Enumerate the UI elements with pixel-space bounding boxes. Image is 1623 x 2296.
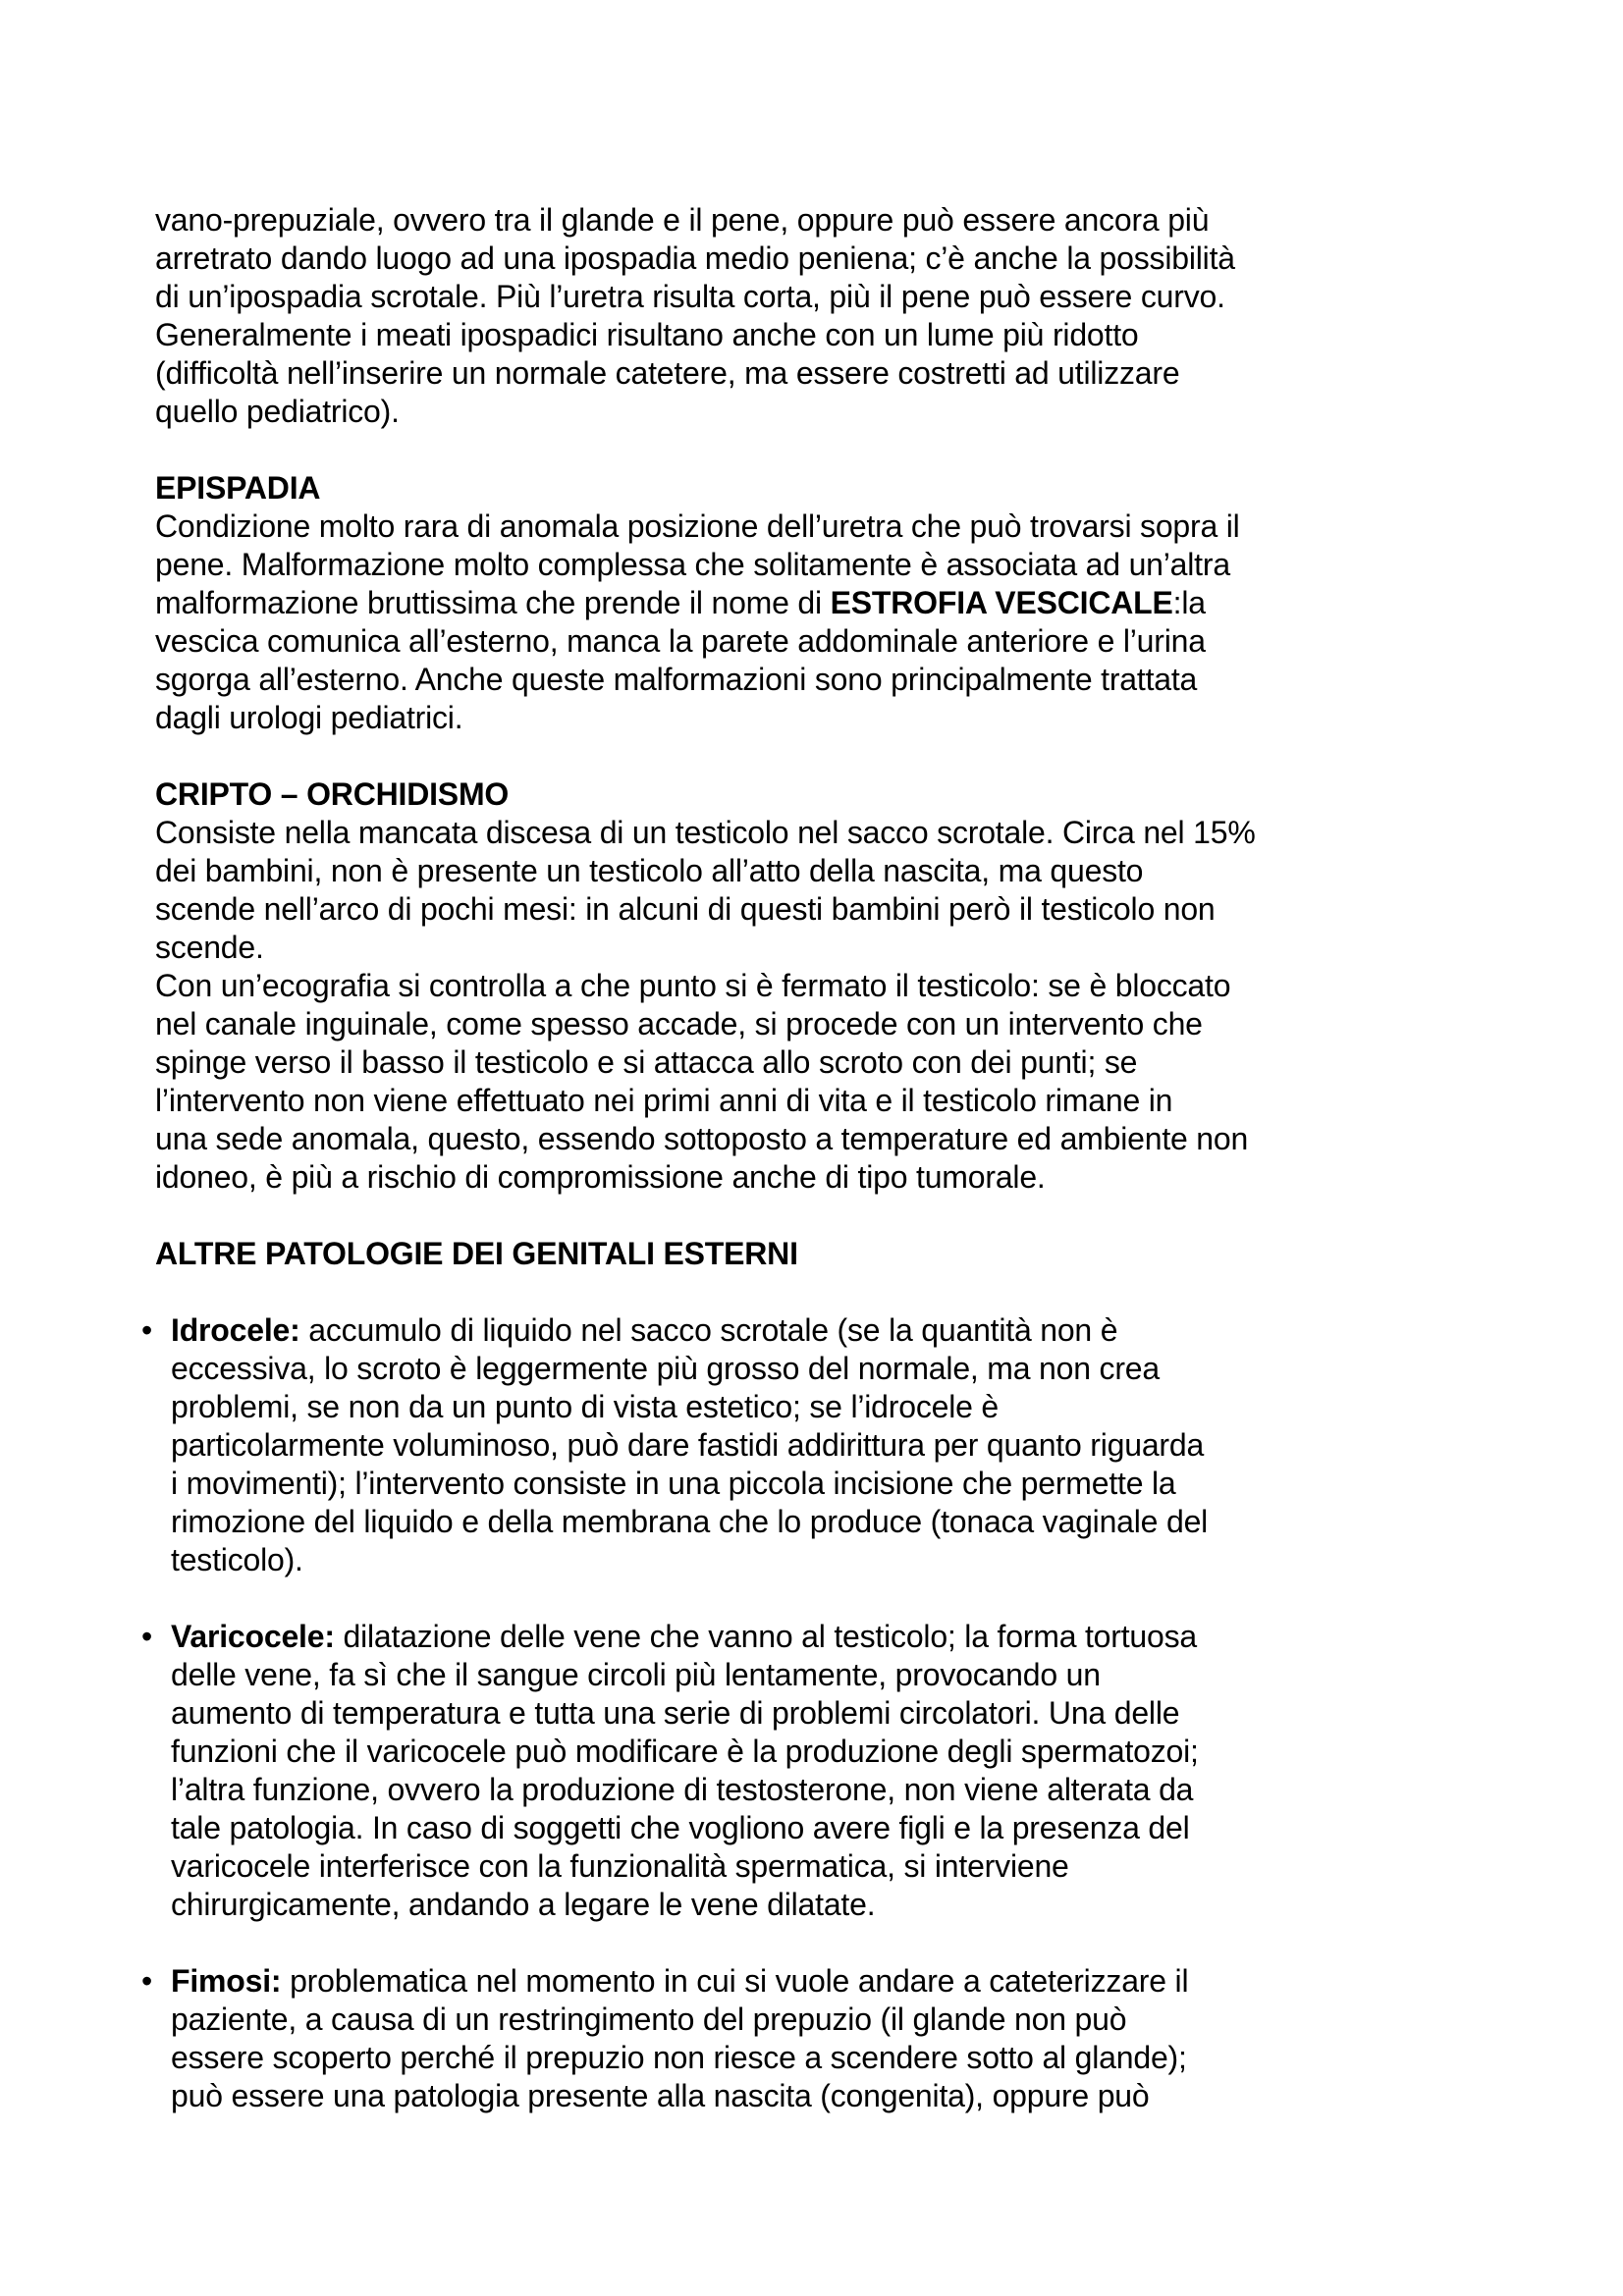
text-run: (difficoltà nell’inserire un normale catetere, ma essere costretti ad utilizzare (155, 355, 1180, 391)
text-run: tale patologia. In caso di soggetti che vogliono avere figli e la presenza del (171, 1810, 1190, 1845)
section-heading (155, 775, 1505, 814)
spacer (155, 431, 1505, 469)
text-line (155, 1043, 1505, 1082)
text-run: paziente, a causa di un restringimento del prepuzio (il glande non può (171, 2002, 1127, 2037)
text-line (171, 1388, 1505, 1426)
text-run: una sede anomala, questo, essendo sottoposto a temperature ed ambiente non (155, 1121, 1249, 1156)
bold-text-run: ALTRE PATOLOGIE DEI GENITALI ESTERNI (155, 1236, 798, 1271)
spacer (155, 1273, 1505, 1311)
body-paragraph (155, 814, 1505, 967)
text-run: Con un’ecografia si controlla a che punto si è fermato il testicolo: se è bloccato (155, 968, 1231, 1003)
text-line (171, 1426, 1505, 1465)
bullet-marker-icon: • (141, 1312, 153, 1348)
text-run: dilatazione delle vene che vanno al testicolo; la forma tortuosa (334, 1619, 1198, 1654)
bullet-item (141, 1311, 1505, 1579)
text-line (171, 1733, 1505, 1771)
text-line (171, 1618, 1505, 1656)
spacer (155, 1579, 1505, 1618)
text-line (171, 1886, 1505, 1924)
text-line (155, 240, 1505, 278)
text-line (171, 1809, 1505, 1847)
text-run: pene. Malformazione molto complessa che solitamente è associata ad un’altra (155, 547, 1230, 582)
bold-text-run: Idrocele: (171, 1312, 300, 1348)
text-run: vescica comunica all’esterno, manca la parete addominale anteriore e l’urina (155, 623, 1206, 659)
bold-text-run: Varicocele: (171, 1619, 335, 1654)
text-run: può essere una patologia presente alla nascita (congenita), oppure può (171, 2078, 1150, 2113)
text-run: testicolo). (171, 1542, 303, 1577)
text-run: :la (1172, 585, 1206, 620)
bold-text-run: EPISPADIA (155, 470, 321, 506)
text-line (155, 507, 1505, 546)
bullet-item (141, 1618, 1505, 1924)
text-line (171, 1771, 1505, 1809)
text-line (171, 1465, 1505, 1503)
bullet-marker-icon: • (141, 1963, 153, 1999)
text-line (155, 584, 1505, 622)
text-run: malformazione bruttissima che prende il nome di (155, 585, 831, 620)
text-run: i movimenti); l’intervento consiste in una piccola incisione che permette la (171, 1466, 1176, 1501)
text-run: di un’ipospadia scrotale. Più l’uretra risulta corta, più il pene può essere curvo. (155, 279, 1225, 314)
text-run: l’intervento non viene effettuato nei primi anni di vita e il testicolo rimane in (155, 1083, 1173, 1118)
text-line (155, 201, 1505, 240)
text-run: idoneo, è più a rischio di compromissione anche di tipo tumorale. (155, 1159, 1046, 1195)
text-run: l’altra funzione, ovvero la produzione di testosterone, non viene alterata da (171, 1772, 1194, 1807)
text-line (171, 1311, 1505, 1350)
text-line (171, 1503, 1505, 1541)
bold-text-run: CRIPTO – ORCHIDISMO (155, 776, 510, 812)
text-run: Generalmente i meati ipospadici risultano anche con un lume più ridotto (155, 317, 1139, 352)
text-line (171, 1541, 1505, 1579)
text-line (171, 1656, 1505, 1694)
text-run: problemi, se non da un punto di vista estetico; se l’idrocele è (171, 1389, 1000, 1424)
bold-text-run: Fimosi: (171, 1963, 282, 1999)
text-line (155, 1082, 1505, 1120)
text-line (155, 1158, 1505, 1197)
text-line (155, 852, 1505, 890)
text-line (171, 1350, 1505, 1388)
text-run: funzioni che il varicocele può modificare è la produzione degli spermatozoi; (171, 1734, 1199, 1769)
text-line (155, 469, 1505, 507)
text-line (155, 699, 1505, 737)
section-heading (155, 1235, 1505, 1273)
text-line (155, 278, 1505, 316)
text-run: problematica nel momento in cui si vuole andare a cateterizzare il (281, 1963, 1189, 1999)
text-run: Consiste nella mancata discesa di un testicolo nel sacco scrotale. Circa nel 15% (155, 815, 1256, 850)
text-line (171, 2001, 1505, 2039)
text-run: rimozione del liquido e della membrana che lo produce (tonaca vaginale del (171, 1504, 1209, 1539)
text-run: accumulo di liquido nel sacco scrotale (se la quantità non è (299, 1312, 1118, 1348)
text-line (155, 393, 1505, 431)
text-run: vano-prepuziale, ovvero tra il glande e il pene, oppure può essere ancora più (155, 202, 1210, 238)
text-line (155, 622, 1505, 661)
text-run: dei bambini, non è presente un testicolo all’atto della nascita, ma questo (155, 853, 1144, 888)
bullet-marker-icon: • (141, 1619, 153, 1654)
text-run: dagli urologi pediatrici. (155, 700, 463, 735)
text-run: particolarmente voluminoso, può dare fastidi addirittura per quanto riguarda (171, 1427, 1205, 1463)
body-paragraph (155, 201, 1505, 431)
text-run: spinge verso il basso il testicolo e si attacca allo scroto con dei punti; se (155, 1044, 1138, 1080)
spacer (155, 1924, 1505, 1962)
section-heading (155, 469, 1505, 507)
text-run: Condizione molto rara di anomala posizione dell’uretra che può trovarsi sopra il (155, 508, 1240, 544)
text-line (171, 2039, 1505, 2077)
text-line (155, 1120, 1505, 1158)
text-run: scende. (155, 930, 264, 965)
text-line (155, 890, 1505, 929)
text-line (155, 1235, 1505, 1273)
body-paragraph (155, 507, 1505, 737)
bold-text-run: ESTROFIA VESCICALE (830, 585, 1173, 620)
text-line (155, 929, 1505, 967)
text-line (171, 2077, 1505, 2115)
spacer (155, 1197, 1505, 1235)
text-run: arretrato dando luogo ad una ipospadia medio peniena; c’è anche la possibilità (155, 240, 1235, 276)
text-line (155, 354, 1505, 393)
text-run: essere scoperto perché il prepuzio non riesce a scendere sotto al glande); (171, 2040, 1187, 2075)
body-paragraph (155, 967, 1505, 1197)
spacer (155, 737, 1505, 775)
text-run: varicocele interferisce con la funzionalità spermatica, si interviene (171, 1848, 1069, 1884)
text-line (155, 775, 1505, 814)
text-line (171, 1694, 1505, 1733)
text-line (155, 1005, 1505, 1043)
text-run: sgorga all’esterno. Anche queste malformazioni sono principalmente trattata (155, 662, 1198, 697)
text-run: delle vene, fa sì che il sangue circoli più lentamente, provocando un (171, 1657, 1101, 1692)
text-run: scende nell’arco di pochi mesi: in alcuni di questi bambini però il testicolo non (155, 891, 1216, 927)
text-run: quello pediatrico). (155, 394, 400, 429)
text-line (155, 661, 1505, 699)
text-line (155, 316, 1505, 354)
text-run: nel canale inguinale, come spesso accade, si procede con un intervento che (155, 1006, 1203, 1041)
text-line (155, 546, 1505, 584)
bullet-item (141, 1962, 1505, 2115)
text-line (171, 1847, 1505, 1886)
text-line (155, 967, 1505, 1005)
text-run: chirurgicamente, andando a legare le vene dilatate. (171, 1887, 876, 1922)
text-run: eccessiva, lo scroto è leggermente più grosso del normale, ma non crea (171, 1351, 1160, 1386)
text-line (171, 1962, 1505, 2001)
text-line (155, 814, 1505, 852)
text-run: aumento di temperatura e tutta una serie di problemi circolatori. Una delle (171, 1695, 1180, 1731)
